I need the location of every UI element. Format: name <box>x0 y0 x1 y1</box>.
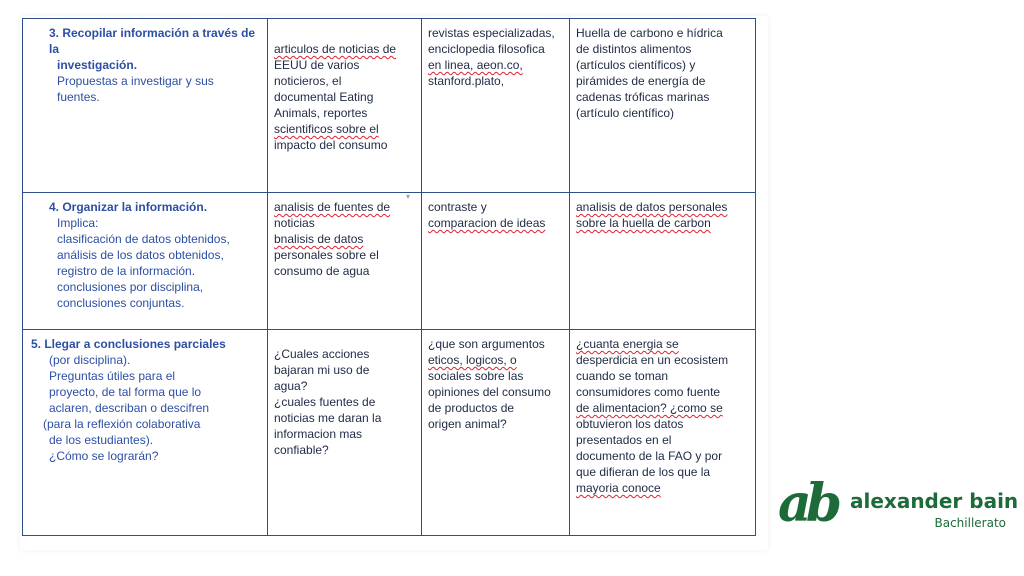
step-text: registro de la información. <box>57 264 196 278</box>
text-line: Animals, reportes <box>274 106 368 120</box>
text-line: noticieros, el <box>274 74 342 88</box>
step-text: fuentes. <box>57 90 100 104</box>
text-run: de alimentacion? ¿como se <box>576 401 723 415</box>
organize-cell[interactable] <box>422 193 570 330</box>
text-run: sobre la huella de carbon <box>576 216 711 230</box>
text-line: de distintos alimentos <box>576 42 692 56</box>
table-row <box>23 193 756 330</box>
text-run: analisis de fuentes de <box>274 200 391 214</box>
text-line: ¿Cuales acciones <box>274 347 370 361</box>
organize-cell[interactable] <box>268 193 422 330</box>
text-line: noticias <box>274 216 315 230</box>
step-text: Propuestas a investigar y sus <box>57 74 214 88</box>
text-line: sociales sobre las <box>428 369 524 383</box>
text-line: impacto del consumo <box>274 138 388 152</box>
text-line: (artículos científicos) y <box>576 58 696 72</box>
text-line: stanford.plato, <box>428 74 505 88</box>
text-line: confiable? <box>274 443 329 457</box>
step-cell[interactable] <box>23 193 268 330</box>
text-line: opiniones del consumo <box>428 385 551 399</box>
logo-subtitle: Bachillerato <box>934 516 1006 530</box>
text-run: eticos, logicos, o <box>428 353 517 367</box>
logo-name: alexander bain <box>850 489 1019 513</box>
sources-cell[interactable] <box>268 19 422 193</box>
school-logo <box>778 473 1019 538</box>
step-title: 3. Recopilar información a través de la <box>49 26 256 56</box>
step-text: (para la reflexión colaborativa <box>43 417 201 431</box>
text-line: personales sobre el <box>274 248 379 262</box>
step-text: de los estudiantes). <box>49 433 154 447</box>
step-text: proyecto, de tal forma que lo <box>49 385 202 399</box>
text-line: presentados en el <box>576 433 672 447</box>
table-row <box>23 330 756 536</box>
step-text: aclaren, describan o descifren <box>49 401 210 415</box>
text-line: cuando se toman <box>576 369 669 383</box>
text-line: (artículo científico) <box>576 106 675 120</box>
text-line: cadenas tróficas marinas <box>576 90 710 104</box>
text-line: revistas especializadas, <box>428 26 555 40</box>
text-line: pirámides de energía de <box>576 74 706 88</box>
text-line: consumo de agua <box>274 264 370 278</box>
text-run: bnalisis de datos <box>274 232 364 246</box>
text-line: consumidores como fuente <box>576 385 721 399</box>
step-text: Preguntas útiles para el <box>49 369 176 383</box>
text-line: documento de la FAO y por <box>576 449 723 463</box>
text-run: comparacion de ideas <box>428 216 546 230</box>
text-line: informacion mas <box>274 427 363 441</box>
step-text: análisis de los datos obtenidos, <box>57 248 224 262</box>
text-line: desperdicia en un ecosistem <box>576 353 729 367</box>
sources-cell[interactable] <box>570 19 756 193</box>
text-line: EEUU de varios <box>274 58 360 72</box>
questions-cell[interactable] <box>422 330 570 536</box>
table-row <box>23 19 756 193</box>
text-line: Huella de carbono e hídrica <box>576 26 723 40</box>
text-run: ¿cuanta energia se <box>576 337 679 351</box>
text-line: enciclopedia filosofica <box>428 42 545 56</box>
step-cell[interactable] <box>23 330 268 536</box>
text-line: agua? <box>274 379 308 393</box>
text-line: documental Eating <box>274 90 374 104</box>
text-run: articulos de noticias de <box>274 42 397 56</box>
step-title: 4. Organizar la información. <box>49 200 208 214</box>
sources-cell[interactable] <box>422 19 570 193</box>
step-title: investigación. <box>57 58 138 72</box>
text-line: noticias me daran la <box>274 411 382 425</box>
text-run: mayoria conoce <box>576 481 661 495</box>
text-line: contraste y <box>428 200 487 214</box>
document-page <box>20 16 768 550</box>
text-run: analisis de datos personales <box>576 200 728 214</box>
text-line: que difieran de los que la <box>576 465 711 479</box>
step-text: Implica: <box>57 216 99 230</box>
step-title: 5. Llegar a conclusiones parciales <box>31 337 226 351</box>
text-line: obtuvieron los datos <box>576 417 684 431</box>
cell-dropdown-caret-icon[interactable]: ▾ <box>406 192 411 201</box>
step-text: conclusiones por disciplina, <box>57 280 204 294</box>
logo-mark-icon: ab <box>778 473 837 534</box>
questions-cell[interactable] <box>570 330 756 536</box>
text-line: ¿que son argumentos <box>428 337 545 351</box>
step-text: (por disciplina). <box>49 353 131 367</box>
text-run: en linea, aeon.co, <box>428 58 523 72</box>
step-text: clasificación de datos obtenidos, <box>57 232 230 246</box>
step-text: conclusiones conjuntas. <box>57 296 185 310</box>
text-line: origen animal? <box>428 417 507 431</box>
text-line: de productos de <box>428 401 515 415</box>
text-line: ¿cuales fuentes de <box>274 395 376 409</box>
text-run: scientificos sobre el <box>274 122 379 136</box>
questions-cell[interactable] <box>268 330 422 536</box>
step-text: ¿Cómo se lograrán? <box>49 449 159 463</box>
organize-cell[interactable] <box>570 193 756 330</box>
text-line: bajaran mi uso de <box>274 363 370 377</box>
step-cell[interactable] <box>23 19 268 193</box>
planning-table <box>22 18 756 536</box>
